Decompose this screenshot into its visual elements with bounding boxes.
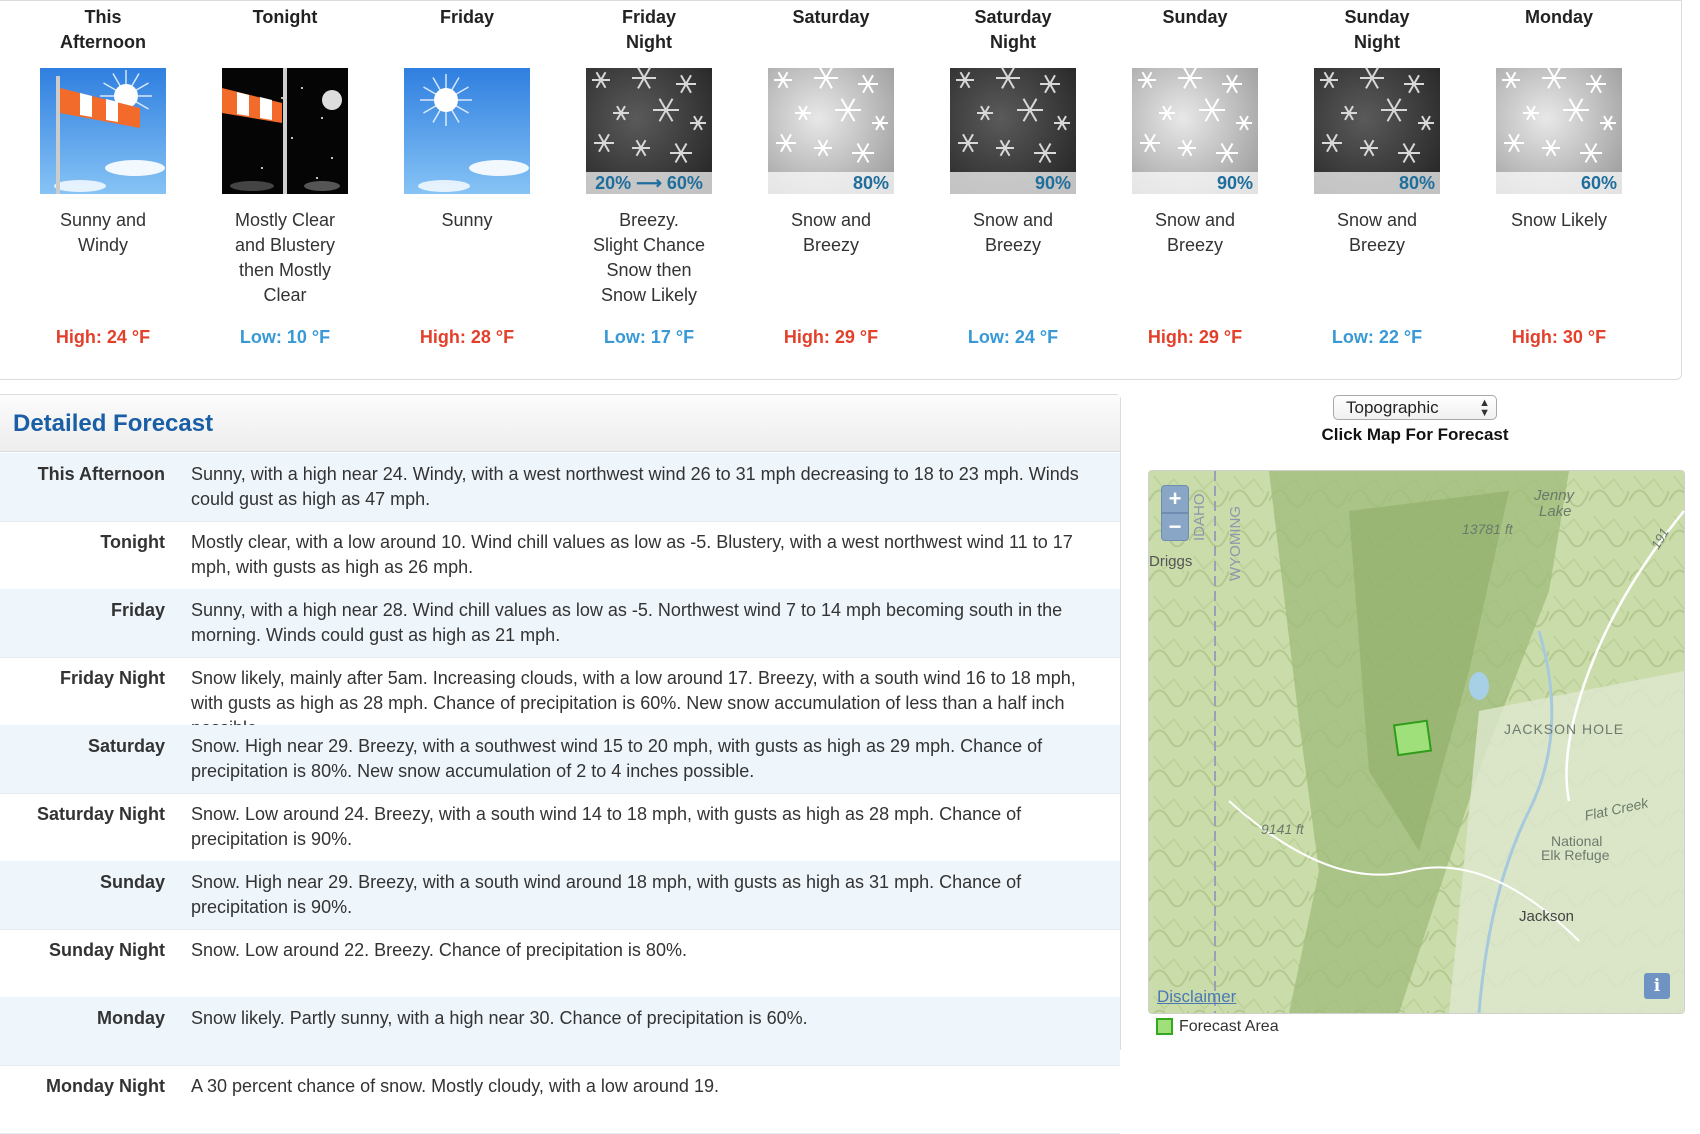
period-name-line: Night (990, 32, 1036, 52)
map-label-wyoming: WYOMING (1227, 506, 1244, 581)
period-name-line: Afternoon (60, 32, 146, 52)
disclaimer-link[interactable]: Disclaimer (1157, 987, 1237, 1006)
clear-windy-night-icon[interactable] (222, 68, 348, 194)
map-label-peak-9141: 9141 ft (1261, 821, 1304, 837)
short-forecast-line: Snow and (1336, 210, 1418, 230)
detailed-forecast-row (0, 453, 1120, 522)
forecast-map[interactable] (1148, 470, 1685, 1014)
period-name (376, 5, 558, 30)
forecast-area-marker (1394, 721, 1431, 755)
period-name (740, 5, 922, 30)
high-temperature: High: 30 °F (1511, 327, 1607, 347)
low-temperature: Low: 10 °F (239, 327, 331, 347)
detailed-period-label: Monday (96, 1008, 165, 1028)
high-temperature: High: 24 °F (55, 327, 151, 347)
map-type-select[interactable] (1333, 395, 1497, 420)
detailed-period-text: Snow. High near 29. Breezy, with a south wind around 18 mph, with gusts as high as 31 mph. Chance of precipitation is 90%. (191, 872, 1022, 917)
detailed-period-text: Snow. High near 29. Breezy, with a southwest wind 15 to 20 mph, with gusts as high as 29 mph. Chance of precipitation is 80%. New snow accumulation of 2 to 4 inches possible. (191, 736, 1043, 781)
detailed-period-text: Mostly clear, with a low around 10. Wind chill values as low as -5. Blustery, with a west northwest wind 11 to 17 mph, with gusts as high as 26 mph. (191, 532, 1073, 577)
short-forecast (194, 208, 376, 308)
precip-chance: 60% (1496, 172, 1622, 194)
map-label-flat-creek: Flat Creek (1583, 794, 1650, 824)
map-hint: Click Map For Forecast (1321, 425, 1509, 444)
period-name (12, 5, 194, 55)
detailed-forecast-title: Detailed Forecast (13, 410, 214, 437)
map-label-lake: Lake (1539, 503, 1572, 520)
short-forecast (12, 208, 194, 258)
detailed-forecast-row (0, 521, 1120, 590)
forecast-period[interactable] (740, 1, 922, 379)
detailed-forecast-row (0, 861, 1120, 930)
short-forecast (1104, 208, 1286, 258)
legend-label: Forecast Area (1179, 1018, 1279, 1035)
short-forecast-line: Slight Chance (592, 235, 706, 255)
map-label-jenny: Jenny (1534, 487, 1575, 504)
short-forecast (376, 208, 558, 233)
detailed-period-label: Saturday Night (36, 804, 165, 824)
period-name-line: Friday (439, 7, 495, 27)
detailed-period-text: Snow likely. Partly sunny, with a high near 30. Chance of precipitation is 60%. (191, 1008, 808, 1028)
short-forecast-line: Snow Likely (600, 285, 698, 305)
detailed-forecast-row (0, 657, 1120, 726)
short-forecast-line: Breezy (1348, 235, 1406, 255)
forecast-period[interactable] (1104, 1, 1286, 379)
zoom-in-button[interactable]: + (1161, 485, 1189, 513)
period-name (922, 5, 1104, 55)
map-label-jackson: Jackson (1519, 908, 1575, 925)
short-forecast-line: Windy (77, 235, 128, 255)
detailed-period-label: Tonight (100, 532, 165, 552)
detailed-period-label: Sunday Night (49, 940, 165, 960)
period-name-line: Tonight (252, 7, 318, 27)
period-name (1104, 5, 1286, 30)
map-label-jackson-hole: JACKSON HOLE (1504, 721, 1625, 737)
short-forecast-line: Breezy (802, 235, 860, 255)
period-name (1286, 5, 1468, 55)
detailed-period-text: Snow. Low around 22. Breezy. Chance of precipitation is 80%. (191, 940, 687, 960)
detailed-forecast-row (0, 997, 1120, 1066)
sunny-windy-icon[interactable] (40, 68, 166, 194)
short-forecast (740, 208, 922, 258)
detailed-period-text: A 30 percent chance of snow. Mostly cloudy, with a low around 19. (191, 1076, 719, 1096)
detailed-period-label: Friday (110, 600, 165, 620)
short-forecast-line: Snow Likely (1510, 210, 1608, 230)
detailed-period-label: Monday Night (46, 1076, 165, 1096)
high-temperature: High: 28 °F (419, 327, 515, 347)
forecast-area-swatch (1156, 1018, 1173, 1035)
detailed-period-label: Saturday (87, 736, 165, 756)
short-forecast-line: Mostly Clear (234, 210, 336, 230)
period-name-line: Saturday (792, 7, 870, 27)
detailed-forecast-header (0, 395, 1120, 452)
detailed-period-label: Sunday (99, 872, 165, 892)
info-button[interactable]: i (1644, 973, 1670, 999)
period-name-line: Sunday (1162, 7, 1228, 27)
low-temperature: Low: 24 °F (967, 327, 1059, 347)
short-forecast-line: Sunny (441, 210, 493, 230)
short-forecast-line: Breezy. (619, 210, 679, 230)
map-type-value: Topographic (1346, 398, 1439, 417)
seven-day-forecast (0, 0, 1682, 380)
map-label-elk-refuge: Elk Refuge (1541, 847, 1610, 863)
forecast-period[interactable] (194, 1, 376, 379)
detailed-period-text: Snow likely, mainly after 5am. Increasing clouds, with a low around 17. Breezy, with a south wind 16 to 18 mph, with gusts as high as 28 mph. Chance of precipitation is 60%. New snow accumulation of less than a half inch (191, 668, 1076, 713)
zoom-out-button[interactable]: − (1161, 513, 1189, 541)
short-forecast-line: Sunny and (59, 210, 147, 230)
map-label-route-191: 191 (1647, 525, 1672, 552)
period-name-line: Night (626, 32, 672, 52)
short-forecast (1286, 208, 1468, 258)
short-forecast-line: Snow then (606, 260, 692, 280)
short-forecast-line: Snow and (972, 210, 1054, 230)
map-label-peak-13781: 13781 ft (1462, 521, 1513, 537)
forecast-period[interactable] (1286, 1, 1468, 379)
short-forecast-line: Clear (263, 285, 307, 305)
period-name-line: Sunday (1344, 7, 1410, 27)
period-name-line: Saturday (974, 7, 1052, 27)
forecast-period[interactable] (1468, 1, 1650, 379)
snow-night-icon[interactable] (950, 68, 1076, 194)
snow-night-icon[interactable] (586, 68, 712, 194)
detailed-period-text: Sunny, with a high near 28. Wind chill values as low as -5. Northwest wind 7 to 14 mph becoming south in the morning. Winds could gust as high as 21 mph. (191, 600, 1063, 645)
short-forecast-line: then Mostly (238, 260, 332, 280)
detailed-forecast-row (0, 1065, 1120, 1134)
map-label-idaho: IDAHO (1191, 493, 1208, 541)
detailed-forecast-panel (0, 394, 1121, 1096)
short-forecast (558, 208, 740, 308)
low-temperature: Low: 22 °F (1331, 327, 1423, 347)
detailed-period-text: Sunny, with a high near 24. Windy, with a west northwest wind 26 to 31 mph decreasing to 18 to 23 mph. Winds could gust as high as 47 mph. (191, 464, 1079, 509)
detailed-forecast-row (0, 589, 1120, 658)
short-forecast-line: Breezy (984, 235, 1042, 255)
detailed-forecast-row (0, 793, 1120, 862)
period-name (1468, 5, 1650, 30)
snow-day-icon[interactable] (768, 68, 894, 194)
map-label-national: National (1551, 833, 1603, 849)
detailed-period-text: Snow. Low around 24. Breezy, with a south wind 14 to 18 mph, with gusts as high as 28 mph. Chance of precipitation is 90%. (191, 804, 1022, 849)
short-forecast-line: Snow and (790, 210, 872, 230)
period-name-line: Night (1354, 32, 1400, 52)
snow-day-icon[interactable] (1132, 68, 1258, 194)
map-label-driggs: Driggs (1149, 553, 1193, 570)
precip-chance: 80% (768, 172, 894, 194)
short-forecast (922, 208, 1104, 258)
period-name-line: Monday (1524, 7, 1593, 27)
precip-chance: 90% (1132, 172, 1258, 194)
period-name (558, 5, 740, 55)
short-forecast-line: Snow and (1154, 210, 1236, 230)
high-temperature: High: 29 °F (783, 327, 879, 347)
detailed-forecast-row (0, 929, 1120, 998)
high-temperature: High: 29 °F (1147, 327, 1243, 347)
low-temperature: Low: 17 °F (603, 327, 695, 347)
forecast-period[interactable] (922, 1, 1104, 379)
select-arrows-icon: ▲ ▼ (1479, 397, 1490, 419)
detailed-period-label: This Afternoon (37, 464, 165, 484)
detailed-period-label: Friday Night (59, 668, 165, 688)
snow-day-icon[interactable] (1496, 68, 1622, 194)
forecast-period[interactable] (12, 1, 194, 379)
forecast-period[interactable] (376, 1, 558, 379)
sunny-icon[interactable] (404, 68, 530, 194)
precip-chance: 80% (1314, 172, 1440, 194)
map-legend (1156, 1016, 1279, 1038)
detailed-forecast-row (0, 725, 1120, 794)
snow-night-icon[interactable] (1314, 68, 1440, 194)
short-forecast-line: Breezy (1166, 235, 1224, 255)
precip-chance: 20% ⟶ 60% (586, 172, 712, 194)
short-forecast-line: and Blustery (234, 235, 336, 255)
period-name (194, 5, 376, 30)
forecast-period[interactable] (558, 1, 740, 379)
period-name-line: Friday (621, 7, 677, 27)
period-name-line: This (84, 7, 122, 27)
precip-chance: 90% (950, 172, 1076, 194)
short-forecast (1468, 208, 1650, 233)
